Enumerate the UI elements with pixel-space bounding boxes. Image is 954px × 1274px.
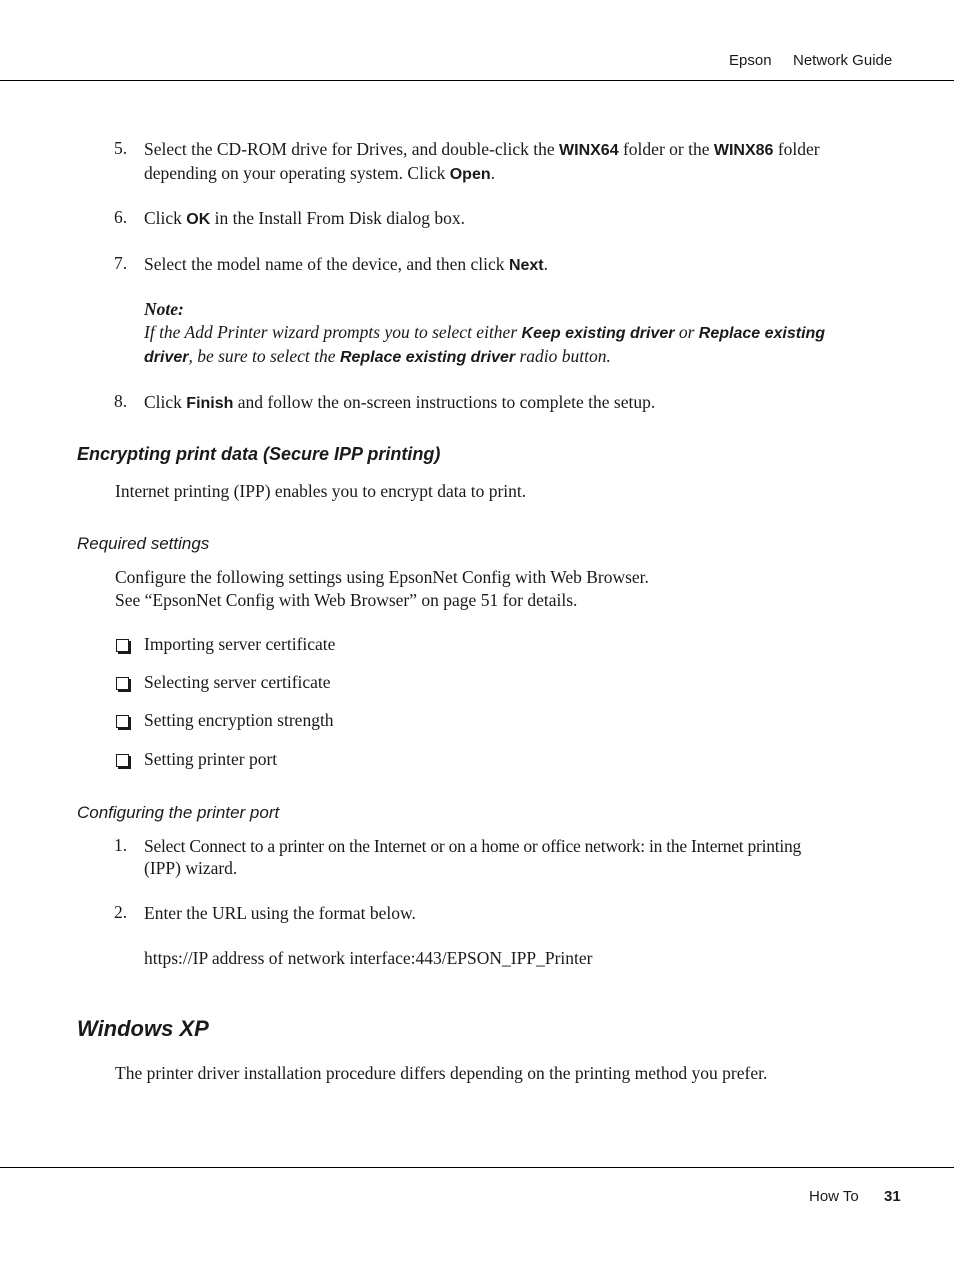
bullet-item: Selecting server certificate: [144, 672, 331, 692]
bold-term: driver: [144, 349, 189, 366]
note-fragment: , be sure to select the: [188, 346, 340, 366]
bullet-item: Setting printer port: [144, 749, 278, 769]
note-fragment: radio button.: [515, 346, 611, 366]
note-fragment: or: [674, 322, 699, 342]
checkbox-bullet-icon: [116, 639, 129, 652]
step-6-text: [144, 207, 884, 231]
checkbox-bullet-icon: [116, 715, 129, 728]
step-8-text: [144, 391, 884, 415]
bold-term: Keep existing driver: [521, 325, 675, 342]
required-line-2: See “EpsonNet Config with Web Browser” on page 51 for details.: [115, 590, 578, 610]
step-text: folder or the: [618, 139, 714, 159]
bold-term: Finish: [186, 395, 234, 412]
step-number: 6.: [114, 207, 128, 227]
step-7-text: [144, 253, 884, 277]
checkbox-bullet-icon: [116, 677, 129, 690]
required-settings-heading: Required settings: [77, 534, 210, 553]
bold-term: Next: [508, 257, 544, 274]
step-number: 5.: [114, 138, 128, 158]
bullet-item: Setting encryption strength: [144, 710, 334, 730]
step-text: Select the model name of the device, and then click: [144, 254, 509, 274]
windows-xp-heading: Windows XP: [77, 1016, 209, 1041]
step-text: in the Install From Disk dialog box.: [210, 208, 466, 228]
step-text: Click: [144, 208, 187, 228]
step-text: folder: [773, 139, 820, 159]
required-line-1: Configure the following settings using EpsonNet Config with Web Browser.: [115, 567, 649, 587]
bold-term: OK: [186, 211, 211, 228]
bold-term: WINX86: [713, 142, 774, 159]
step-text: depending on your operating system. Click: [144, 163, 450, 183]
step-5-text: [144, 138, 884, 186]
section-heading-ipp: Encrypting print data (Secure IPP printing): [77, 444, 441, 464]
step-number: 2.: [114, 902, 128, 922]
step-number: 1.: [114, 835, 128, 855]
page-number: 31: [884, 1188, 901, 1205]
windows-xp-text: The printer driver installation procedure differs depending on the printing method you prefer.: [115, 1063, 768, 1083]
port-step-1-line-1: Select Connect to a printer on the Internet or on a home or office network: in the Internet printing: [144, 836, 801, 856]
step-text: .: [543, 254, 548, 274]
printer-port-heading: Configuring the printer port: [77, 803, 280, 822]
footer-rule: [0, 1167, 954, 1168]
bullet-item: Importing server certificate: [144, 634, 336, 654]
note-label: Note:: [144, 299, 184, 319]
bold-term: Replace existing: [698, 325, 826, 342]
checkbox-bullet-icon: [116, 754, 129, 767]
bold-term: WINX64: [559, 142, 619, 159]
header-rule: [0, 80, 954, 81]
bold-term: Open: [449, 166, 491, 183]
ipp-url: https://IP address of network interface:443/EPSON_IPP_Printer: [144, 948, 593, 968]
note-text: [144, 321, 884, 369]
step-number: 8.: [114, 391, 128, 411]
header-title: Network Guide: [793, 52, 893, 69]
footer-section: How To: [809, 1188, 859, 1205]
step-text: and follow the on-screen instructions to complete the setup.: [233, 392, 656, 412]
port-step-1-line-2: (IPP) wizard.: [144, 858, 238, 878]
step-text: Click: [144, 392, 187, 412]
ipp-intro: Internet printing (IPP) enables you to encrypt data to print.: [115, 481, 527, 501]
step-text: Select the CD-ROM drive for Drives, and double-click the: [144, 139, 560, 159]
port-step-2-text: Enter the URL using the format below.: [144, 903, 416, 923]
step-text: .: [490, 163, 495, 183]
step-number: 7.: [114, 253, 128, 273]
bold-term: Replace existing driver: [339, 349, 516, 366]
note-fragment: If the Add Printer wizard prompts you to select either: [144, 322, 522, 342]
header-brand: Epson: [729, 52, 772, 69]
